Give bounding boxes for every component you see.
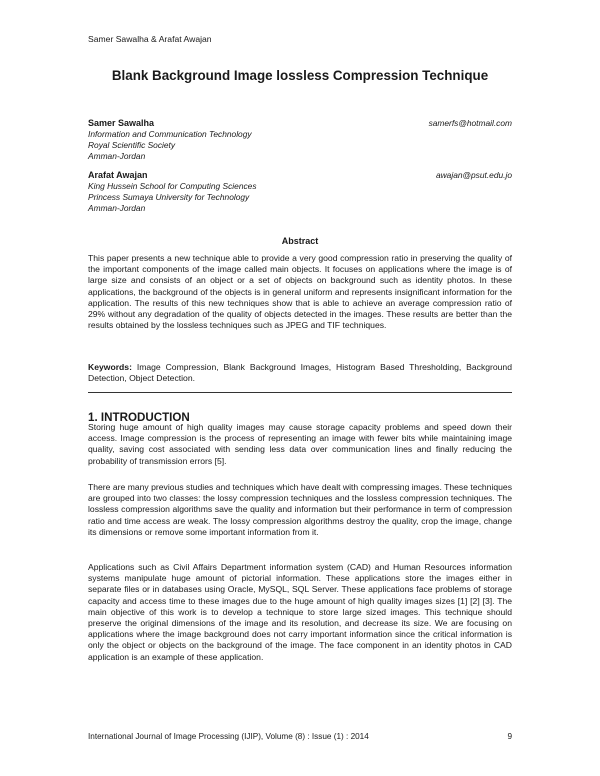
affiliation-line: Amman-Jordan <box>88 151 146 161</box>
paper-title: Blank Background Image lossless Compression Technique <box>111 68 489 83</box>
body-paragraph-2: There are many previous studies and techniques which have dealt with compressing images. These techniques are grouped into two classes: the lossy compression techniques and the lossless compression techniques. The lossless compression algorithms save the quality and information but their performance in term of compression ratio and time access are weak. The lossy compression algorithms destroy the quality, crop the image, change its dimensions or remove some important information from it. <box>88 482 512 537</box>
author-affiliation-1 <box>88 129 252 162</box>
author-name-1: Samer Sawalha <box>88 118 155 128</box>
affiliation-line: Royal Scientific Society <box>88 140 176 150</box>
section-heading: 1. INTRODUCTION <box>88 411 190 424</box>
keywords-text: Image Compression, Blank Background Images, Histogram Based Thresholding, Background Detection, Object Detection. <box>88 362 512 384</box>
body-paragraph-3: Applications such as Civil Affairs Department information system (CAD) and Human Resources information systems manipulate huge amount of pictorial information. These applications store the images either in separate files or in databases using Oracle, MySQL, SQL Server. These applications face problems of storage capacity and access time to these images due to the huge amount of high quality images sizes [1] [2] [3]. The main objective of this work is to develop a technique to store large sized images. This technique should preserve the original dimensions of the image and its resolution, and decrease its size. We are focusing on applications where the image background does not carry important information since the critical information is only the object or objects on the background of the image. The face component in an identity photos in CAD application is an example of these application. <box>88 562 512 662</box>
affiliation-line: Information and Communication Technology <box>88 129 252 139</box>
abstract-heading: Abstract <box>281 236 319 246</box>
affiliation-line: Amman-Jordan <box>88 203 146 213</box>
divider <box>88 392 512 393</box>
author-email-2: awajan@psut.edu.jo <box>435 170 512 180</box>
journal-citation: International Journal of Image Processing (IJIP), Volume (8) : Issue (1) : 2014 <box>88 732 369 741</box>
keywords-label: Keywords: <box>88 362 132 372</box>
page-number: 9 <box>507 732 512 741</box>
abstract-text: This paper presents a new technique able to provide a very good compression ratio in preserving the quality of the important components of the image called main objects. It focuses on applications where the image is of large size and consists of an object or a set of objects on background such as identity photos. In these applications, the background of the objects is in general uniform and represents insignificant information for the application. The results of this new techniques show that is able to achieve an average compression ratio of 29% without any degradation of the quality of objects detected in the images. These results are better than the results obtained by the lossless techniques such as JPEG and TIF techniques. <box>88 253 512 331</box>
author-email-1: samerfs@hotmail.com <box>428 118 512 128</box>
affiliation-line: King Hussein School for Computing Sciences <box>88 181 257 191</box>
running-head: Samer Sawalha & Arafat Awajan <box>88 34 212 44</box>
body-paragraph-1: Storing huge amount of high quality images may cause storage capacity problems and speed down their access. Image compression is the process of representing an image with fewer bits while maintaining image quality, saving cost associated with sending less data over communication lines and finally reducing the probability of transmission errors [5]. <box>88 422 512 466</box>
author-name-2: Arafat Awajan <box>88 170 148 180</box>
page-footer <box>88 732 512 741</box>
keywords <box>88 362 512 384</box>
affiliation-line: Princess Sumaya University for Technology <box>88 192 250 202</box>
author-affiliation-2 <box>88 181 257 214</box>
